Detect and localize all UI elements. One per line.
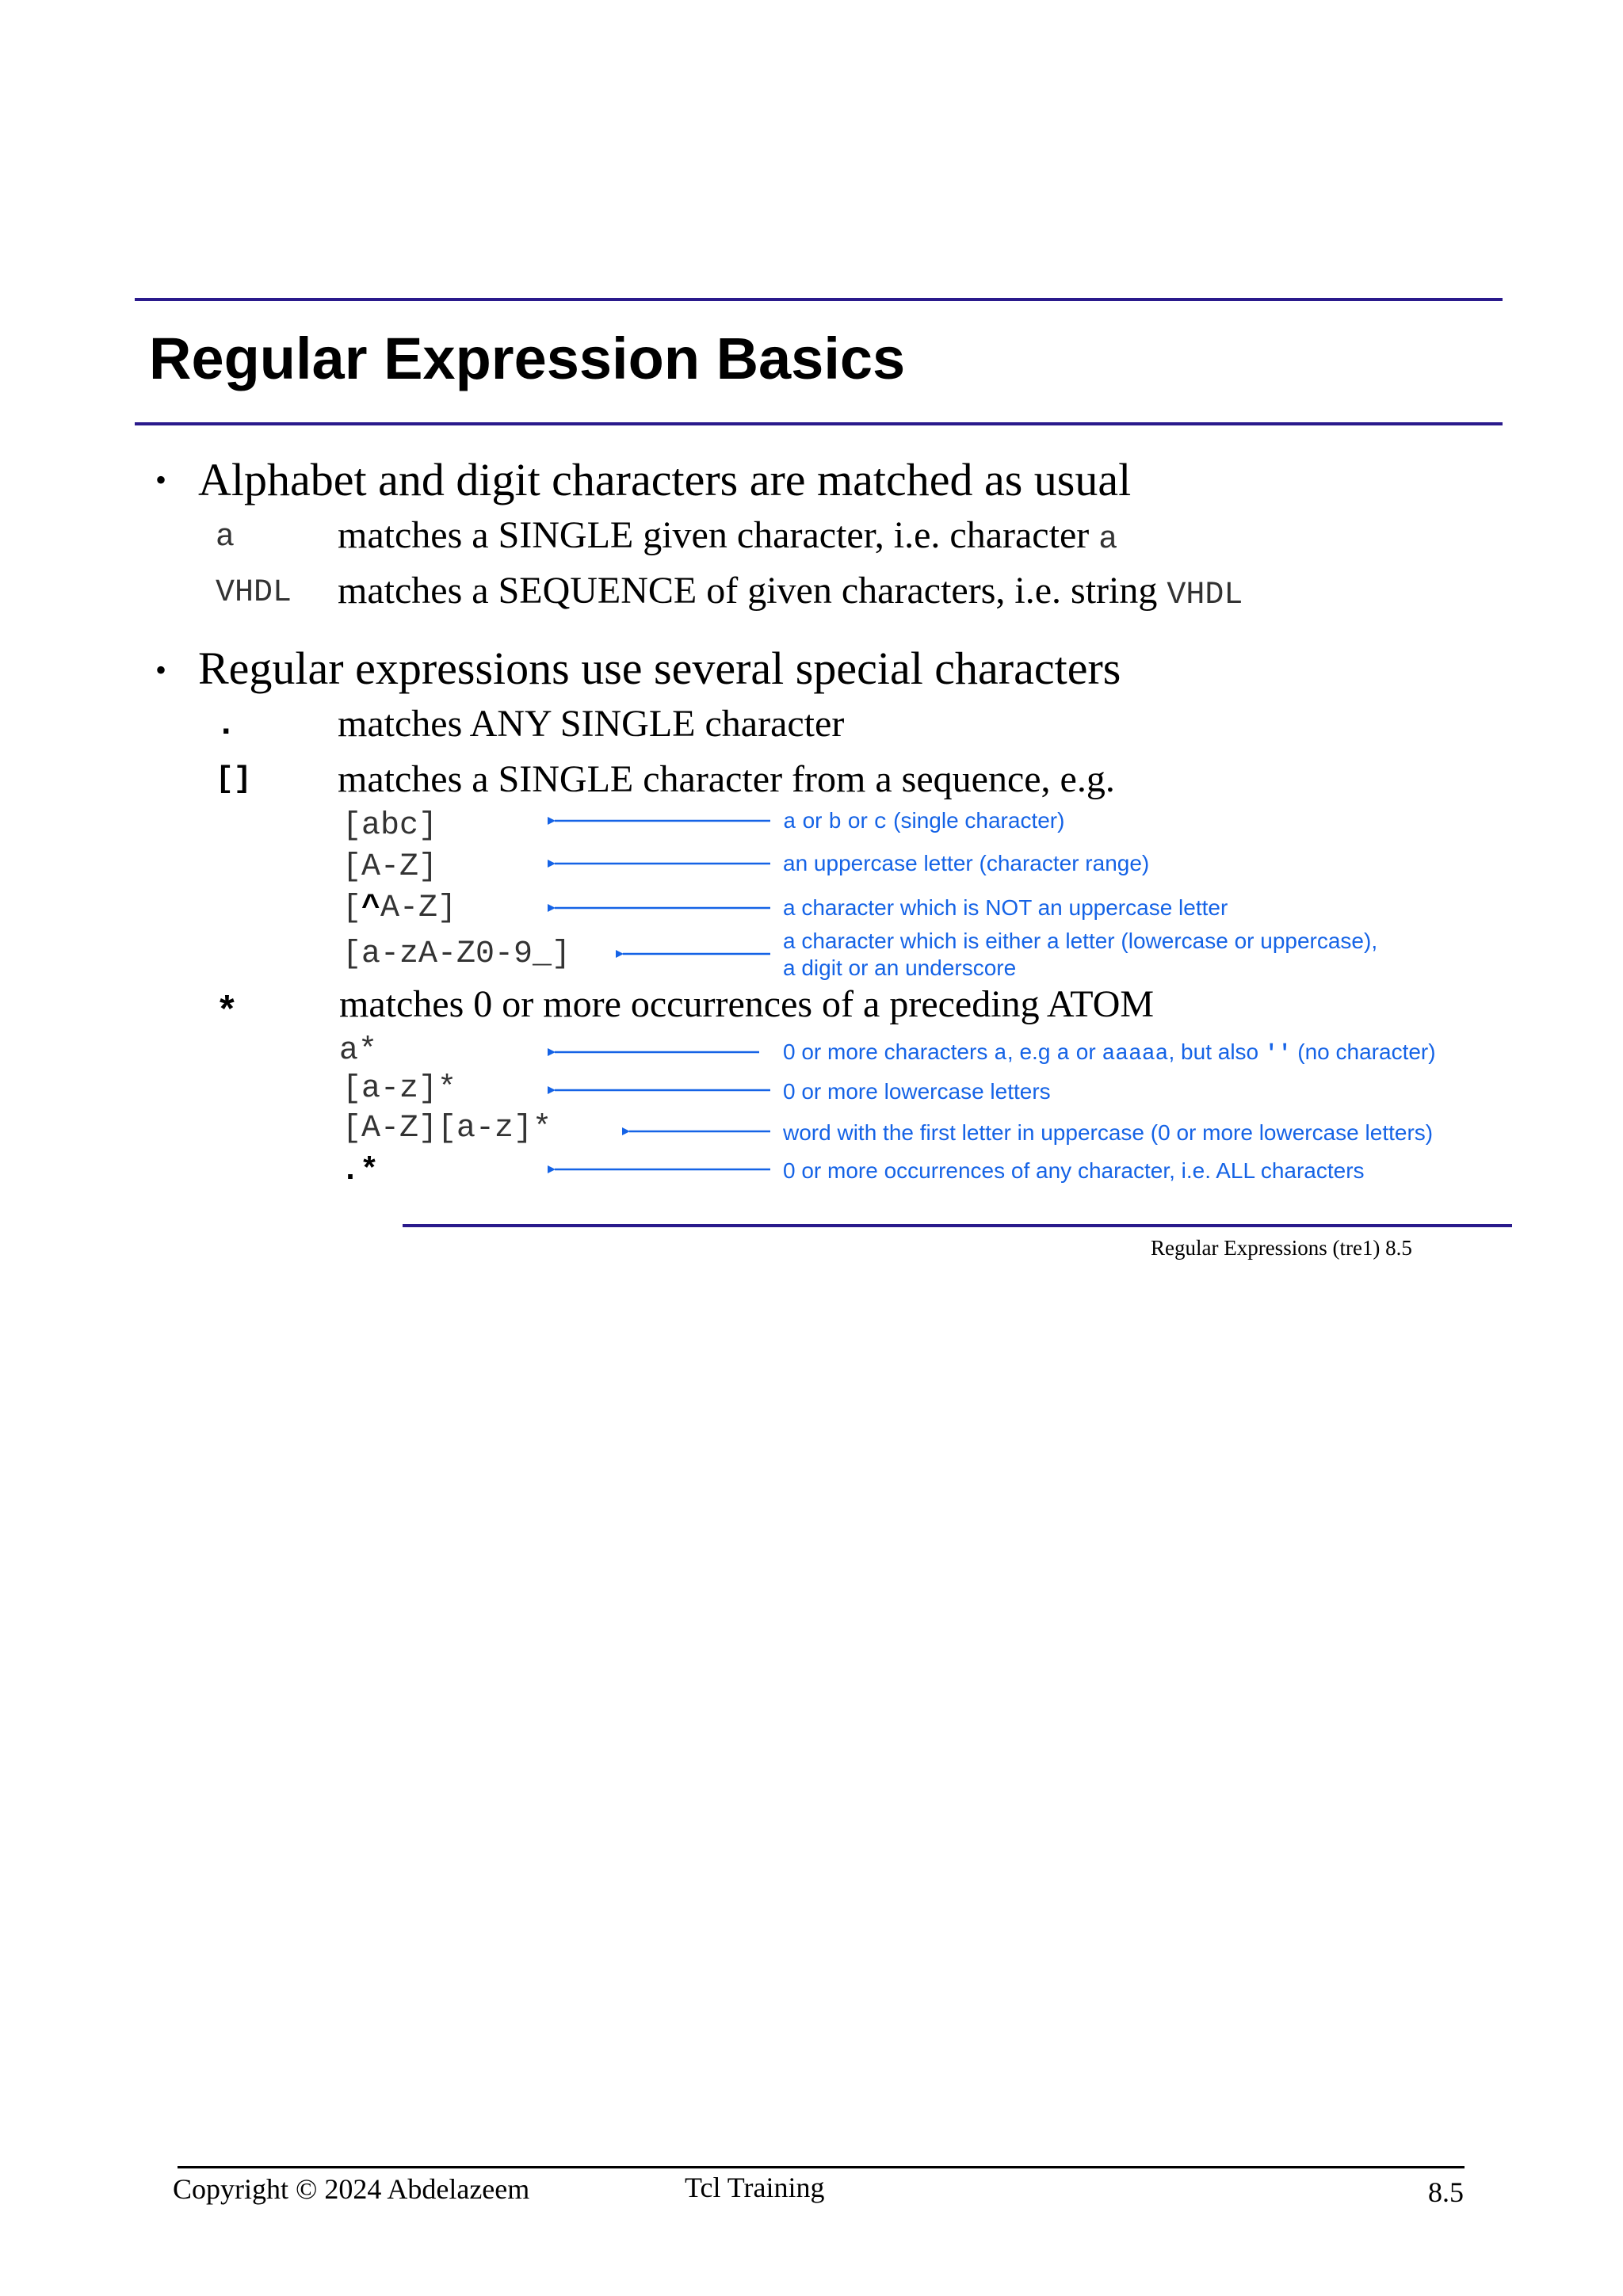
anno-code: b: [828, 810, 842, 835]
desc-code: VHDL: [1167, 578, 1243, 613]
code-open: [: [342, 891, 362, 926]
code-a-star: a*: [339, 1033, 378, 1069]
anno-text: or: [1070, 1039, 1102, 1064]
desc-code: a: [1098, 522, 1118, 558]
anno-code: c: [873, 810, 888, 835]
footer-course: Tcl Training: [685, 2172, 825, 2203]
code-word-char: [a-zA-Z0-9_]: [342, 936, 571, 972]
anno-text: (single character): [887, 808, 1065, 833]
code-word-upper: [A-Z][a-z]*: [342, 1111, 552, 1146]
code-lower-star: [a-z]*: [342, 1071, 457, 1107]
slide-footer-label: Regular Expressions (tre1) 8.5: [1151, 1236, 1412, 1260]
anno-word-char-1: a character which is either a letter (lowercase or uppercase),: [783, 929, 1378, 953]
section-1-bullet: Alphabet and digit characters are matched as usual: [198, 454, 1132, 505]
symbol-dot: .: [216, 705, 237, 745]
desc-any-char: matches ANY SINGLE character: [338, 703, 845, 745]
symbol-brackets: []: [216, 762, 252, 796]
anno-text: , e.g: [1006, 1039, 1057, 1064]
symbol-star: *: [216, 992, 239, 1035]
footer-copyright: Copyright © 2024 Abdelazeem: [173, 2173, 530, 2205]
anno-text: or: [842, 808, 874, 833]
anno-word-char-2: a digit or an underscore: [783, 955, 1017, 980]
desc-bracket: matches a SINGLE character from a sequence, e.g.: [338, 758, 1115, 800]
anno-code: a: [783, 810, 796, 835]
desc-star: matches 0 or more occurrences of a preceding ATOM: [339, 983, 1155, 1025]
anno-dot-star: 0 or more occurrences of any character, i.e. ALL characters: [783, 1158, 1365, 1183]
code-rest: A-Z]: [380, 891, 457, 926]
anno-word-upper: word with the first letter in uppercase (0 or more lowercase letters): [783, 1120, 1434, 1145]
anno-text: 0 or more characters: [783, 1039, 995, 1064]
desc-text: matches a SINGLE given character, i.e. character: [338, 514, 1099, 556]
anno-lower-star: 0 or more lowercase letters: [783, 1079, 1051, 1104]
anno-text: , but also: [1168, 1039, 1265, 1064]
code-upper-range: [A-Z]: [342, 849, 438, 885]
anno-not-upper: a character which is NOT an uppercase letter: [783, 895, 1228, 920]
code-abc: [abc]: [342, 808, 438, 844]
page-title: Regular Expression Basics: [149, 326, 906, 391]
symbol-vhdl: VHDL: [216, 575, 292, 611]
code-dot-star: .*: [341, 1154, 380, 1189]
footer-page-number: 8.5: [1428, 2176, 1464, 2208]
anno-text: or: [796, 808, 829, 833]
anno-code: a: [994, 1042, 1007, 1066]
slide-footer-rule: [403, 1224, 1512, 1227]
page-footer-rule: [178, 2166, 1465, 2168]
anno-upper-range: an uppercase letter (character range): [783, 851, 1150, 875]
anno-text: (no character): [1291, 1039, 1436, 1064]
anno-code: a: [1056, 1042, 1070, 1066]
code-caret: ^: [361, 891, 381, 926]
bullet-dot: •: [155, 462, 167, 498]
anno-code: aaaaa: [1102, 1042, 1169, 1066]
anno-code: '': [1264, 1042, 1292, 1066]
section-2-bullet: Regular expressions use several special characters: [198, 643, 1121, 694]
bullet-dot: •: [155, 652, 167, 688]
desc-text: matches a SEQUENCE of given characters, i.e. string: [338, 570, 1167, 612]
symbol-a: a: [216, 520, 235, 555]
